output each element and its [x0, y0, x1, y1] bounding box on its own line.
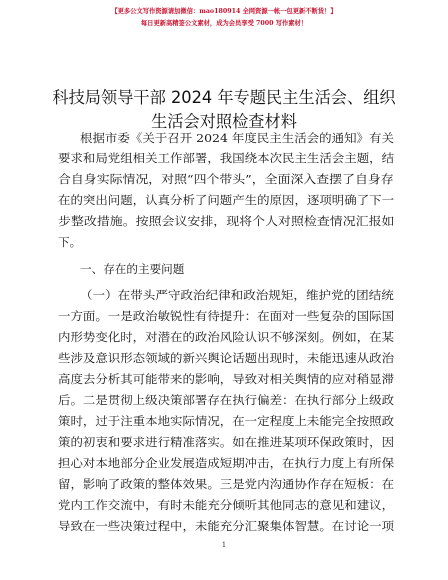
- body-line: 策时，过于注重本地实际情况，在一定程度上未能完全按照政: [58, 414, 395, 428]
- page-number: 1: [221, 541, 227, 549]
- body-line: 后。二是贯彻上级决策部署存在执行偏差：在执行部分上级政: [58, 393, 395, 407]
- body-line: 策的初衷和要求进行精准落实。如在推进某项环保政策时，因: [58, 435, 395, 449]
- body-line: 要求和局党组相关工作部署，我国绕本次民主生活会主题，结: [58, 151, 395, 165]
- body-line: 高度去分析其可能带来的影响，导致对相关舆情的应对稍显滞: [58, 372, 395, 386]
- body-line: 合自身实际情况，对照“四个带头”，全面深入查摆了自身存: [58, 172, 394, 186]
- body-line: 担心对本地部分企业发展造成短期冲击，在执行力度上有所保: [58, 456, 395, 470]
- body-line: （一）在带头严守政治纪律和政治规矩，维护党的团结统: [80, 288, 394, 302]
- body-line: 留，影响了政策的整体效果。三是党内沟通协作存在短板：在: [58, 477, 395, 491]
- document-title-line-2: 生活会对照检查材料: [151, 112, 297, 131]
- promo-banner-line-2: 每日更新高精签公文素材，成为会员享受 7000 写作素材！: [140, 19, 308, 27]
- body-line: 根据市委《关于召开 2024 年度民主生活会的通知》有关: [80, 131, 394, 145]
- body-line: 一方面。一是政治敏锐性有待提升：在面对一些复杂的国际国: [58, 309, 395, 323]
- body-line: 下。: [58, 235, 82, 249]
- body-line: 党内工作交流中，有时未能充分倾听其他同志的意见和建议，: [58, 498, 395, 512]
- body-line: 步整改措施。按照会议安排，现将个人对照检查情况汇报如: [58, 214, 395, 228]
- body-line: 导致在一些决策过程中，未能充分汇聚集体智慧。在讨论一项: [58, 519, 395, 533]
- document-title-line-1: 科技局领导干部 2024 年专题民主生活会、组织: [52, 88, 396, 107]
- section-heading: 一、存在的主要问题: [80, 262, 185, 276]
- promo-banner-line-1: 【更多公文写作资源请加微信：mao180914 全网资源一帐一包更新不断货！】: [111, 7, 337, 15]
- body-line: 些涉及意识形态领域的新兴舆论话题出现时，未能迅速从政治: [58, 351, 395, 365]
- body-line: 在的突出问题，认真分析了问题产生的原因，逐项明确了下一: [58, 193, 395, 207]
- body-line: 内形势变化时，对潜在的政治风险认识不够深刻。例如，在某: [58, 330, 395, 344]
